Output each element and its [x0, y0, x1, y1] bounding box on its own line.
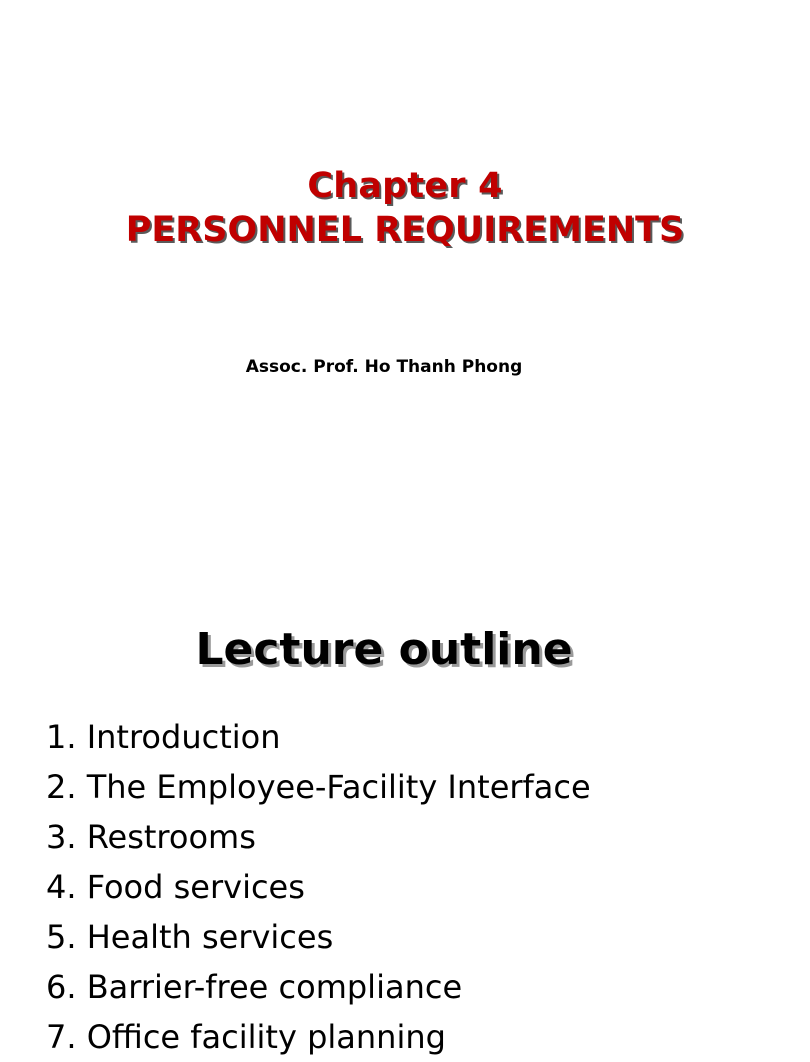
author-name: Assoc. Prof. Ho Thanh Phong: [245, 357, 523, 377]
list-item: 3. Restrooms: [46, 818, 256, 856]
outline-heading: Lecture outline: [195, 624, 573, 675]
outline-list: [46, 712, 591, 1062]
list-item: 5. Health services: [46, 918, 334, 956]
list-item: 6. Barrier-free compliance: [46, 968, 463, 1006]
list-item: 7. Office facility planning: [46, 1018, 446, 1056]
chapter-title: Chapter 4: [307, 166, 503, 206]
list-item: 4. Food services: [46, 868, 305, 906]
outline-slide: [0, 576, 768, 1056]
list-item: 2. The Employee-Facility Interface: [46, 768, 591, 806]
chapter-subtitle: PERSONNEL REQUIREMENTS: [125, 210, 685, 250]
list-item: 1. Introduction: [46, 718, 281, 756]
